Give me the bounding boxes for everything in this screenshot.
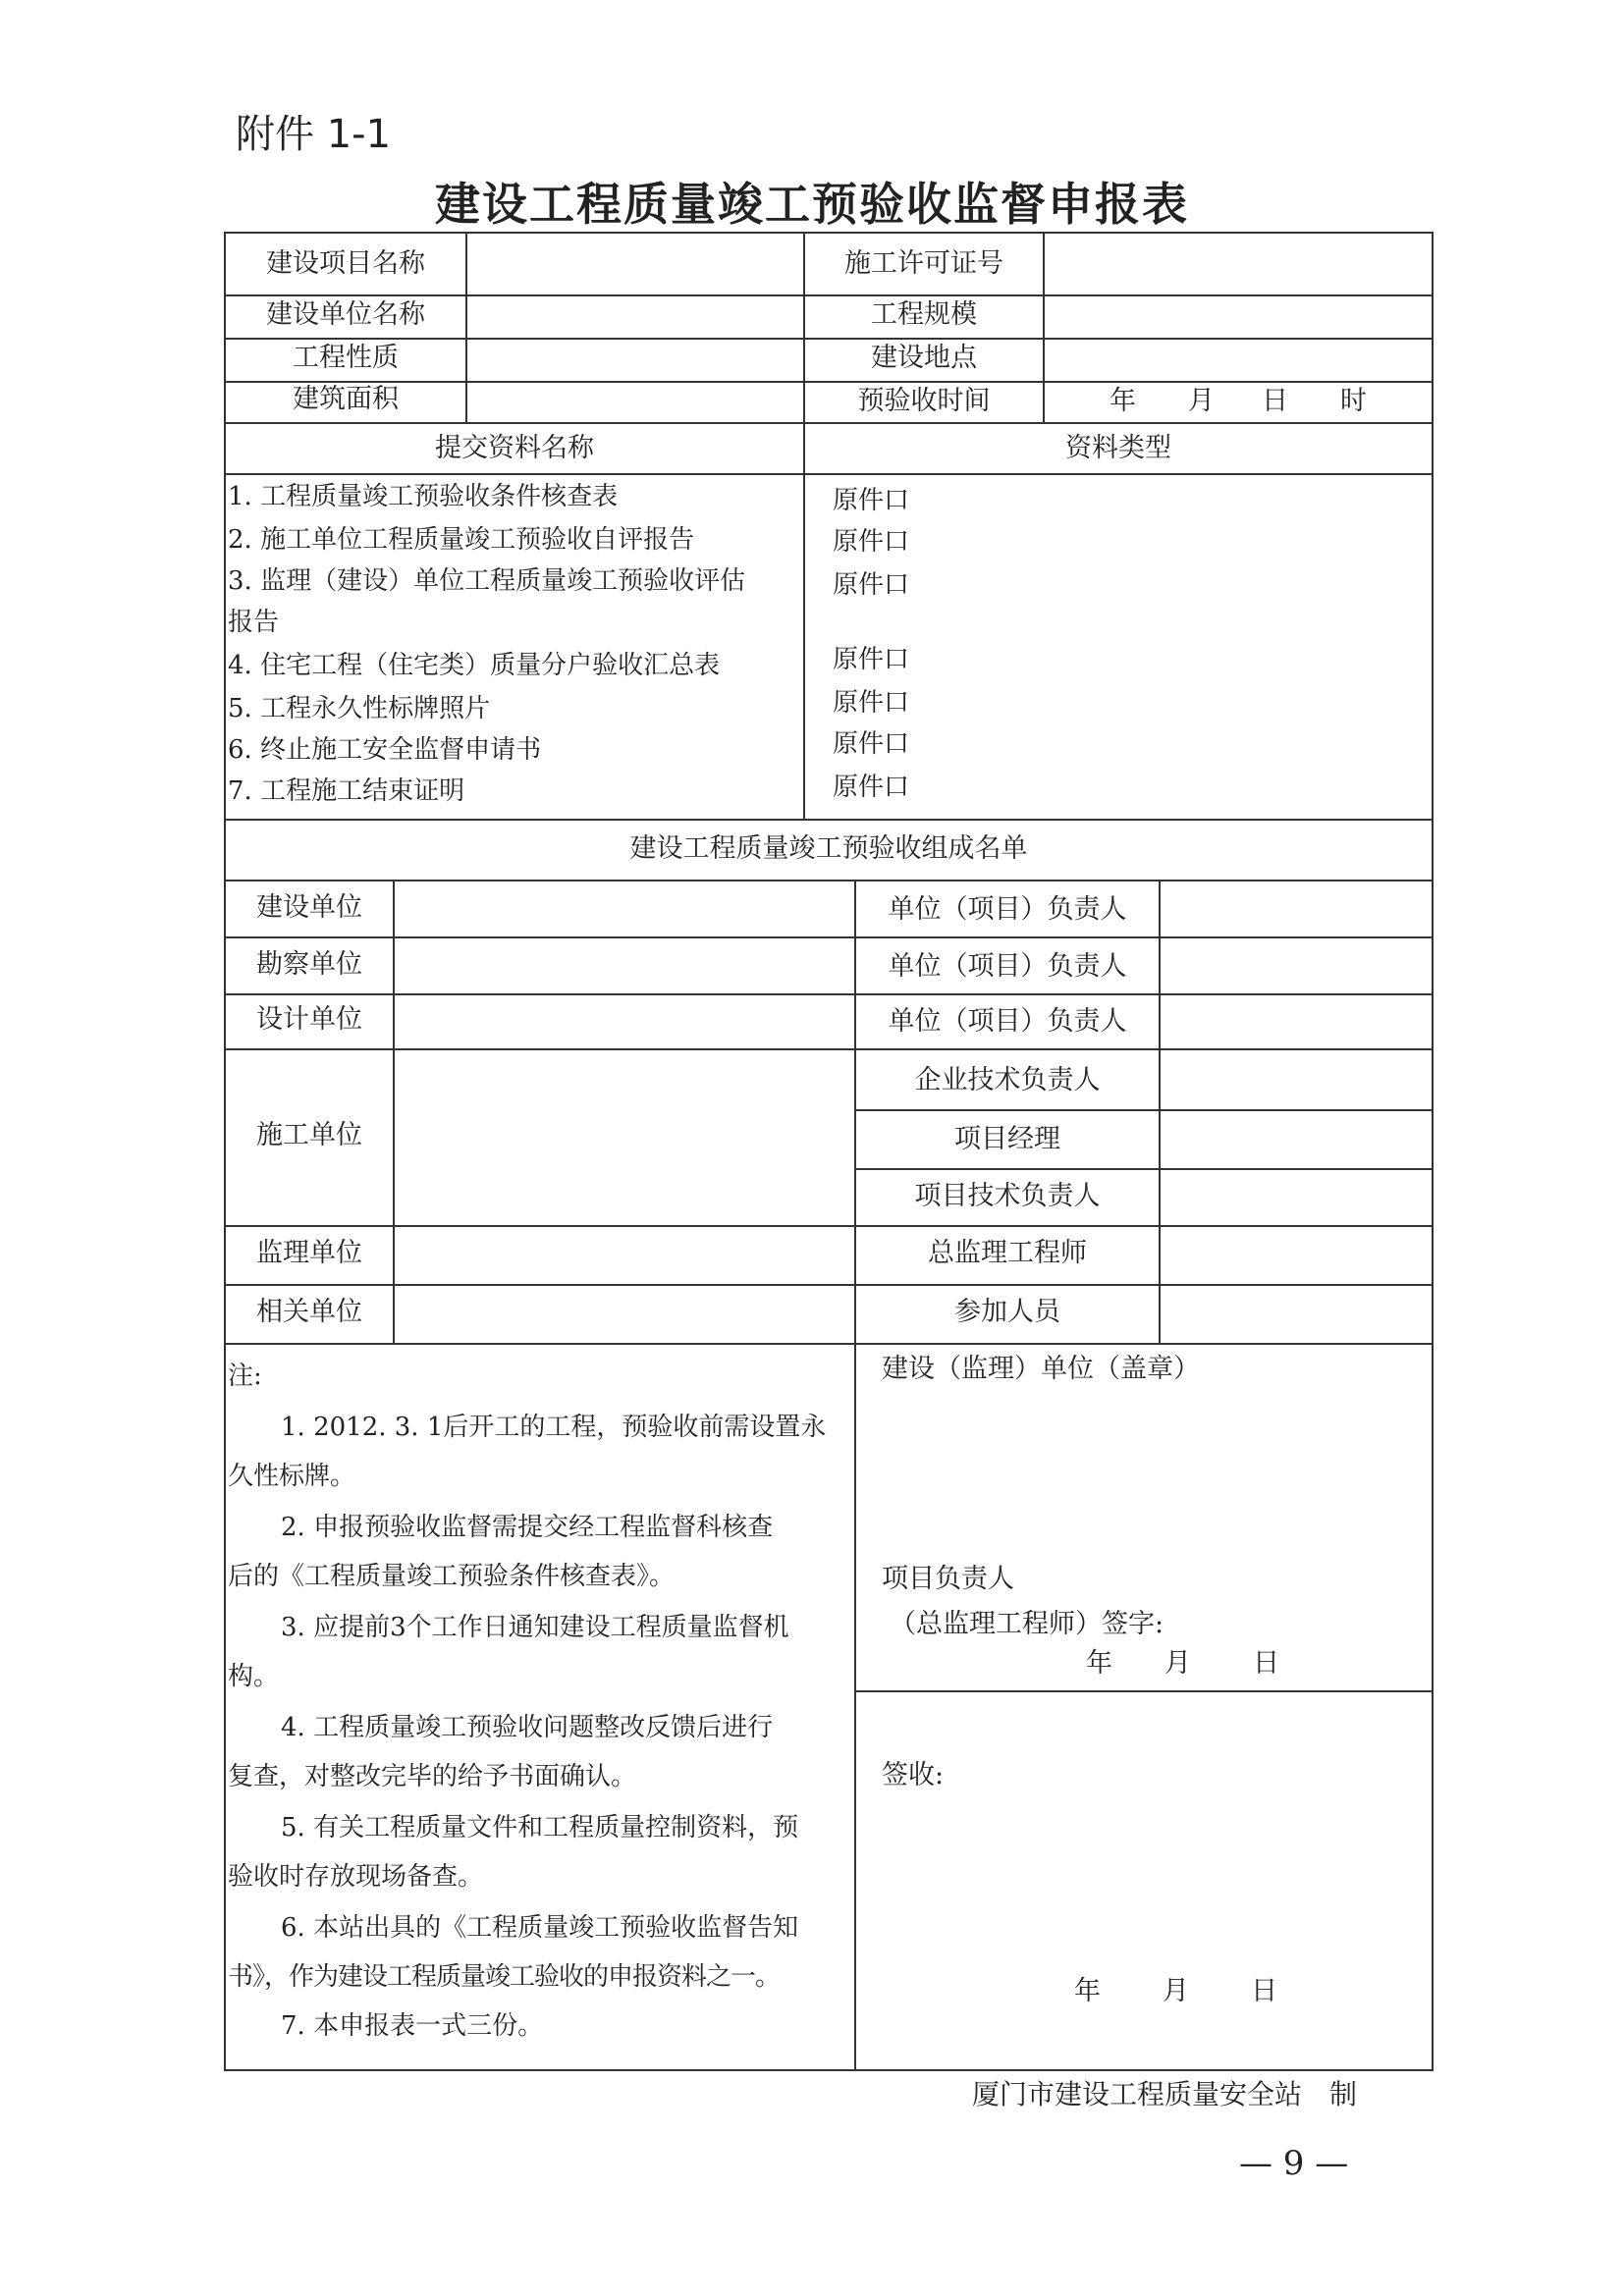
receipt-signature-area[interactable] [856, 1804, 1430, 1981]
material-type-5-checkbox[interactable]: 原件口 [833, 688, 910, 718]
permit-no-field[interactable] [1045, 236, 1430, 293]
seal-date-month: 月 [1164, 1648, 1191, 1679]
note-line-6: 构。 [228, 1662, 280, 1691]
seal-title: 建设（监理）单位（盖章） [882, 1354, 1200, 1384]
material-type-3-checkbox[interactable]: 原件口 [833, 570, 910, 600]
attachment-label: 附件 1-1 [236, 112, 392, 157]
receipt-date-year: 年 [1074, 1976, 1101, 2006]
project-nature-field[interactable] [467, 340, 801, 379]
design-head-field[interactable] [1161, 995, 1430, 1046]
material-type-4-checkbox[interactable]: 原件口 [833, 645, 910, 674]
materials-col-name: 提交资料名称 [435, 433, 594, 463]
signer-line-2: （总监理工程师）签字: [890, 1609, 1164, 1639]
design-unit-field[interactable] [395, 995, 852, 1046]
receipt-date-day: 日 [1251, 1976, 1277, 2006]
time-year: 年 [1110, 386, 1136, 416]
seal-area[interactable] [856, 1402, 1430, 1588]
role-chief-supervisor: 总监理工程师 [928, 1238, 1087, 1268]
material-item-4: 4. 住宅工程（住宅类）质量分户验收汇总表 [228, 651, 721, 680]
label-project-scale: 工程规模 [871, 299, 977, 330]
tech-director-field[interactable] [1161, 1050, 1430, 1107]
material-type-7-checkbox[interactable]: 原件口 [833, 773, 910, 802]
note-line-3: 2. 申报预验收监督需提交经工程监督科核查 [281, 1513, 774, 1542]
project-name-field[interactable] [467, 236, 801, 293]
note-line-8: 复查，对整改完毕的给予书面确认。 [228, 1762, 637, 1791]
note-line-5: 3. 应提前3个工作日通知建设工程质量监督机 [281, 1613, 789, 1642]
label-construction-site: 建设地点 [871, 343, 977, 373]
builder-head-field[interactable] [1161, 881, 1430, 934]
label-permit-no: 施工许可证号 [844, 248, 1003, 279]
note-line-13: 7. 本申报表一式三份。 [281, 2011, 544, 2041]
team-unit-builder: 建设单位 [256, 892, 362, 923]
material-item-3: 3. 监理（建设）单位工程质量竣工预验收评估 [228, 566, 746, 596]
project-scale-field[interactable] [1045, 296, 1430, 336]
receipt-date-month: 月 [1163, 1976, 1189, 2006]
builder-unit-field[interactable] [395, 881, 852, 934]
note-line-11: 6. 本站出具的《工程质量竣工预验收监督告知 [281, 1913, 799, 1943]
materials-col-type: 资料类型 [1065, 433, 1171, 463]
label-project-name: 建设项目名称 [266, 248, 425, 279]
builder-name-field[interactable] [467, 296, 801, 336]
team-section-title: 建设工程质量竣工预验收组成名单 [629, 833, 1028, 864]
role-builder-head: 单位（项目）负责人 [888, 894, 1127, 925]
form-title: 建设工程质量竣工预验收监督申报表 [435, 178, 1189, 231]
participants-field[interactable] [1161, 1286, 1430, 1341]
building-area-field[interactable] [467, 383, 801, 420]
material-item-2: 2. 施工单位工程质量竣工预验收自评报告 [228, 525, 695, 555]
team-unit-design: 设计单位 [256, 1004, 362, 1035]
material-type-2-checkbox[interactable]: 原件口 [833, 527, 910, 557]
note-line-7: 4. 工程质量竣工预验收问题整改反馈后进行 [281, 1713, 774, 1742]
notes-heading: 注: [228, 1362, 262, 1391]
role-participants: 参加人员 [954, 1297, 1060, 1327]
material-item-1: 1. 工程质量竣工预验收条件核查表 [228, 482, 619, 511]
note-line-12: 书》，作为建设工程质量竣工验收的申报资料之一。 [228, 1962, 781, 1992]
material-item-5: 5. 工程永久性标牌照片 [228, 694, 491, 723]
note-line-4: 后的《工程质量竣工预验条件核查表》。 [228, 1562, 676, 1591]
application-form-table [224, 232, 1434, 2071]
receipt-label: 签收: [882, 1760, 945, 1790]
project-tech-head-field[interactable] [1161, 1170, 1430, 1223]
note-line-10: 验收时存放现场备查。 [228, 1862, 484, 1892]
label-project-nature: 工程性质 [293, 343, 399, 373]
material-item-3-cont: 报告 [228, 608, 280, 637]
survey-unit-field[interactable] [395, 938, 852, 991]
time-month: 月 [1188, 386, 1215, 416]
note-line-9: 5. 有关工程质量文件和工程质量控制资料，预 [281, 1813, 799, 1842]
role-design-head: 单位（项目）负责人 [888, 1006, 1127, 1037]
role-project-tech-head: 项目技术负责人 [914, 1181, 1101, 1211]
supervision-unit-field[interactable] [395, 1227, 852, 1282]
signer-line-1: 项目负责人 [882, 1564, 1014, 1594]
related-unit-field[interactable] [395, 1286, 852, 1341]
team-unit-construction: 施工单位 [256, 1120, 362, 1150]
survey-head-field[interactable] [1161, 938, 1430, 991]
time-hour: 时 [1340, 386, 1367, 416]
seal-date-year: 年 [1086, 1648, 1112, 1679]
material-item-6: 6. 终止施工安全监督申请书 [228, 735, 542, 765]
construction-unit-field[interactable] [395, 1050, 852, 1223]
time-day: 日 [1262, 386, 1288, 416]
construction-site-field[interactable] [1045, 340, 1430, 379]
seal-date-day: 日 [1253, 1648, 1279, 1679]
issuer-footer: 厦门市建设工程质量安全站 制 [972, 2078, 1358, 2110]
material-item-7: 7. 工程施工结束证明 [228, 776, 465, 806]
material-type-6-checkbox[interactable]: 原件口 [833, 729, 910, 759]
role-project-manager: 项目经理 [954, 1124, 1060, 1154]
note-line-1: 1. 2012. 3. 1后开工的工程，预验收前需设置永 [281, 1413, 827, 1442]
label-pre-acceptance-time: 预验收时间 [857, 386, 991, 416]
chief-supervisor-field[interactable] [1161, 1227, 1430, 1282]
label-building-area: 建筑面积 [293, 384, 399, 414]
role-survey-head: 单位（项目）负责人 [888, 951, 1127, 982]
note-line-2: 久性标牌。 [228, 1462, 356, 1491]
page-number: — 9 — [1239, 2144, 1349, 2183]
material-type-1-checkbox[interactable]: 原件口 [833, 486, 910, 515]
team-unit-survey: 勘察单位 [256, 949, 362, 980]
project-manager-field[interactable] [1161, 1111, 1430, 1166]
role-tech-director: 企业技术负责人 [914, 1065, 1101, 1095]
label-builder-name: 建设单位名称 [266, 299, 425, 330]
team-unit-related: 相关单位 [256, 1297, 362, 1327]
team-unit-supervision: 监理单位 [256, 1238, 362, 1268]
